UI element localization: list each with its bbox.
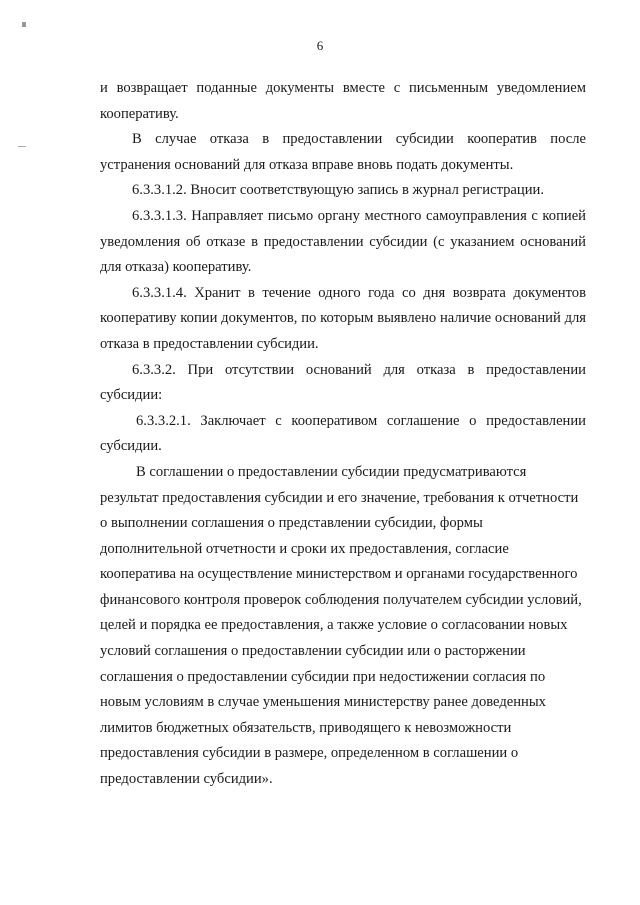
paragraph-8: В соглашении о предоставлении субсидии предусматриваются результат предоставления субсидии и его значение, требования к отчетности о выполнении соглашения о представлении субсидии, формы дополнительной отчетности и сроки их предоставления, согласие кооператива на осуществление министерством и органами государственного финансового контроля проверок соблюдения получателем субсидии условий, целей и порядка ее предоставления, а также условие о согласовании новых условий соглашения о предоставлении субсидии или о расторжении соглашения о предоставлении субсидии при недостижении согласия по новым условиям в случае уменьшения министерству ранее доведенных лимитов бюджетных обязательств, приводящего к невозможности предоставления субсидии в размере, определенном в соглашении о предоставлении субсидии».: [100, 463, 582, 788]
paragraph-2: В случае отказа в предоставлении субсидии кооператив после устранения оснований для отказа вправе вновь подать документы.: [100, 131, 586, 173]
scan-mark-left: [18, 146, 26, 147]
paragraph-4: 6.3.3.1.3. Направляет письмо органу местного самоуправления с копией уведомления об отказе в предоставлении субсидии (с указанием оснований для отказа) кооперативу.: [100, 207, 586, 276]
document-body: [100, 76, 586, 793]
scan-mark-top: [22, 22, 26, 27]
page-number: 6: [316, 38, 324, 53]
paragraph-3: 6.3.3.1.2. Вносит соответствующую запись в журнал регистрации.: [132, 182, 544, 199]
paragraph-6: 6.3.3.2. При отсутствии оснований для отказа в предоставлении субсидии:: [100, 361, 586, 404]
paragraph-1: и возвращает поданные документы вместе с письменным уведомлением кооперативу.: [100, 80, 586, 122]
paragraph-7: 6.3.3.2.1. Заключает с кооперативом соглашение о предоставлении субсидии.: [100, 412, 586, 455]
paragraph-5: 6.3.3.1.4. Хранит в течение одного года со дня возврата документов кооперативу копии документов, по которым выявлено наличие оснований для отказа в предоставлении субсидии.: [100, 284, 586, 352]
